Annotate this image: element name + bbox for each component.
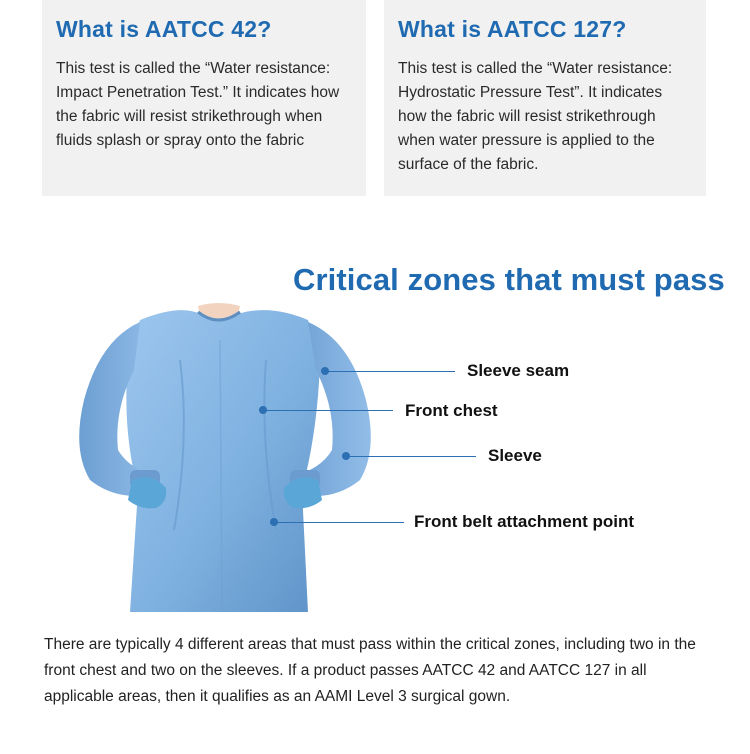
sleeve-label: Sleeve	[488, 446, 542, 465]
aatcc-42-card	[42, 0, 366, 196]
aatcc-42-title: What is AATCC 42?	[56, 16, 272, 42]
sleeve-seam-label: Sleeve seam	[467, 361, 570, 380]
front-chest-label: Front chest	[405, 401, 498, 420]
aatcc-127-description: This test is called the “Water resistance: Hydrostatic Pressure Test”. It indicates how the fabric will resist strikethrough when water pressure is applied to the surface of the fabric.	[398, 60, 673, 173]
aatcc-127-title: What is AATCC 127?	[398, 16, 627, 42]
aatcc-42-description: This test is called the “Water resistance: Impact Penetration Test.” It indicates how the fabric will resist strikethrough when fluids splash or spray onto the fabric	[56, 60, 340, 149]
gown-body	[126, 310, 320, 612]
sleeve-leader	[346, 456, 476, 457]
aatcc-127-card	[384, 0, 706, 196]
critical-zones-title: Critical zones that must pass	[293, 262, 725, 297]
front-belt-attachment-label: Front belt attachment point	[414, 512, 635, 531]
sleeve-seam-leader	[325, 371, 455, 372]
summary-paragraph: There are typically 4 different areas that must pass within the critical zones, including two in the front chest and two on the sleeves. If a product passes AATCC 42 and AATCC 127 in all applicable areas, then it qualifies as an AAMI Level 3 surgical gown.	[44, 636, 696, 705]
front-belt-leader	[274, 522, 404, 523]
front-chest-leader	[263, 410, 393, 411]
